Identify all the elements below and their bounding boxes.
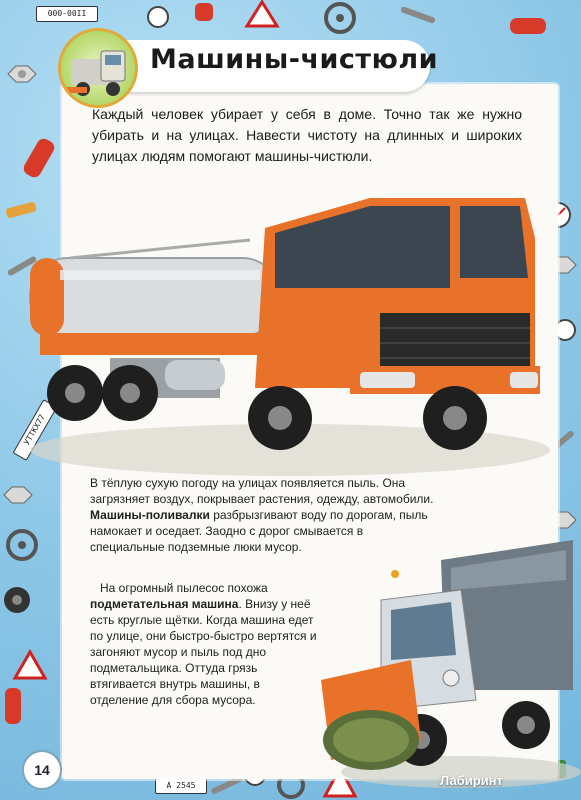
fire-extinguisher-icon xyxy=(21,136,57,180)
wrench-icon xyxy=(400,6,436,24)
paragraph-text: . Внизу у неё есть круглые щётки. Когда машина едет по улице, они быстро-быстро вертятся и загоняют мусор и пыль под дно подметальщика. Оттуда грязь втягивается внутрь машины, в отделение для сбора мусора. xyxy=(90,597,317,707)
paragraph-sweeper xyxy=(90,580,320,708)
intro-paragraph: Каждый человек убирает у себя в доме. Точно так же нужно убирать и на улицах. Навести чистоту на длинных и широких улицах людям помогают машины-чистюли. xyxy=(92,106,522,164)
nut-icon xyxy=(4,487,32,503)
paragraph-text: разбрызгивают воду по дорогам, пыль намокает и оседает. Заодно с дорог смывается в специальные подземные люки мусор. xyxy=(90,508,428,554)
warning-sign-icon xyxy=(15,652,45,678)
page-title: Машины-чистюли xyxy=(150,44,439,75)
page-number: 14 xyxy=(22,750,62,790)
paragraph-text: На огромный пылесос похожа xyxy=(100,581,268,595)
fire-extinguisher-icon xyxy=(510,18,546,34)
license-plate-bottom: А 2545 xyxy=(155,778,207,794)
fire-extinguisher-icon xyxy=(195,3,213,21)
steering-wheel-icon xyxy=(8,531,36,559)
nut-icon xyxy=(8,66,36,82)
license-plate-side: УТТКХ77 xyxy=(13,399,58,461)
water-truck-illustration xyxy=(20,188,560,478)
gauge-icon xyxy=(148,7,168,27)
paragraph-text: В тёплую сухую погоду на улицах появляется пыль. Она загрязняет воздух, покрывает растения, одежду, автомобили. xyxy=(90,476,434,506)
fire-extinguisher-icon xyxy=(5,688,21,724)
bold-term: Машины-поливалки xyxy=(90,508,210,522)
bold-term: подметательная машина xyxy=(90,597,239,611)
street-sweeper-illustration xyxy=(311,540,581,795)
steering-wheel-icon xyxy=(326,4,354,32)
publisher-watermark: Лабиринт xyxy=(440,773,503,788)
warning-sign-icon xyxy=(247,2,277,26)
truck-badge-icon xyxy=(58,28,138,108)
license-plate-top: 000-00II xyxy=(36,6,98,22)
tyre-icon xyxy=(4,587,30,613)
